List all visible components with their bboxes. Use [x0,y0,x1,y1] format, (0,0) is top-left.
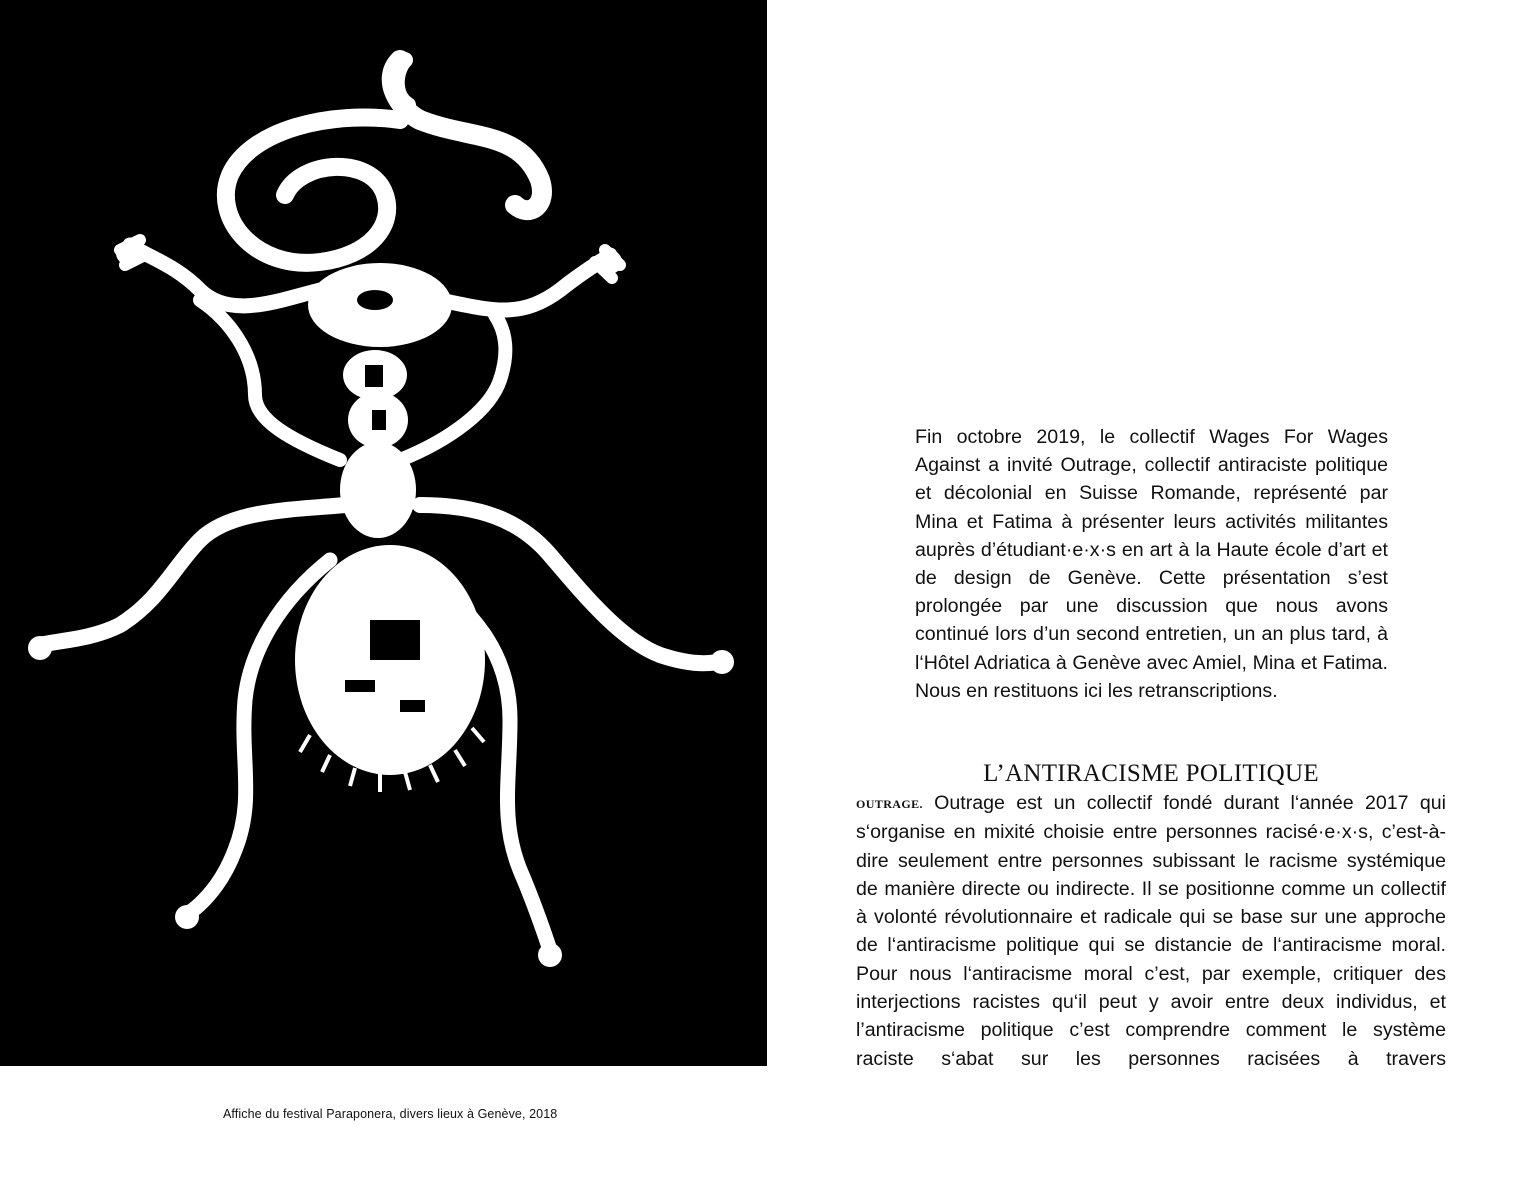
section-title: L’ANTIRACISME POLITIQUE [983,760,1319,787]
body-paragraph [856,789,1446,1073]
poster-image [0,0,767,1066]
intro-paragraph: Fin octobre 2019, le collectif Wages For Wages Against a invité Outrage, collectif antiraciste politique et décolonial en Suisse Romande, représenté par Mina et Fatima à présenter leurs activités militantes auprès d’étudiant·e·x·s en art à la Haute école d’art et de design de Genève. Cette présentation s’est prolongée par une discussion que nous avons continué lors d’un second entretien, un an plus tard, à l‘Hôtel Adriatica à Genève avec Amiel, Mina et Fatima. Nous en restituons ici les retranscriptions. [915,426,1388,702]
figure-caption: Affiche du festival Paraponera, divers lieux à Genève, 2018 [223,1107,558,1121]
ant-illustration-icon [0,0,767,1066]
speaker-label: OUTRAGE. [856,797,923,811]
body-text: Outrage est un collectif fondé durant l‘année 2017 qui s‘organise en mixité choisie entre personnes racisé·e·x·s, c’est-à-dire seulement entre personnes subissant le racisme systémique de manière directe ou indirecte. Il se positionne comme un collectif à volonté révolutionnaire et radicale qui se base sur une approche de l‘antiracisme politique qui se distancie de l‘antiracisme moral. Pour nous l‘antiracisme moral c’est, par exemple, critiquer des interjections racistes qu‘il peut y avoir entre deux individus, et l’antiracisme politique c’est comprendre comment le système raciste s‘abat sur les personnes racisées à travers [856,792,1446,1070]
